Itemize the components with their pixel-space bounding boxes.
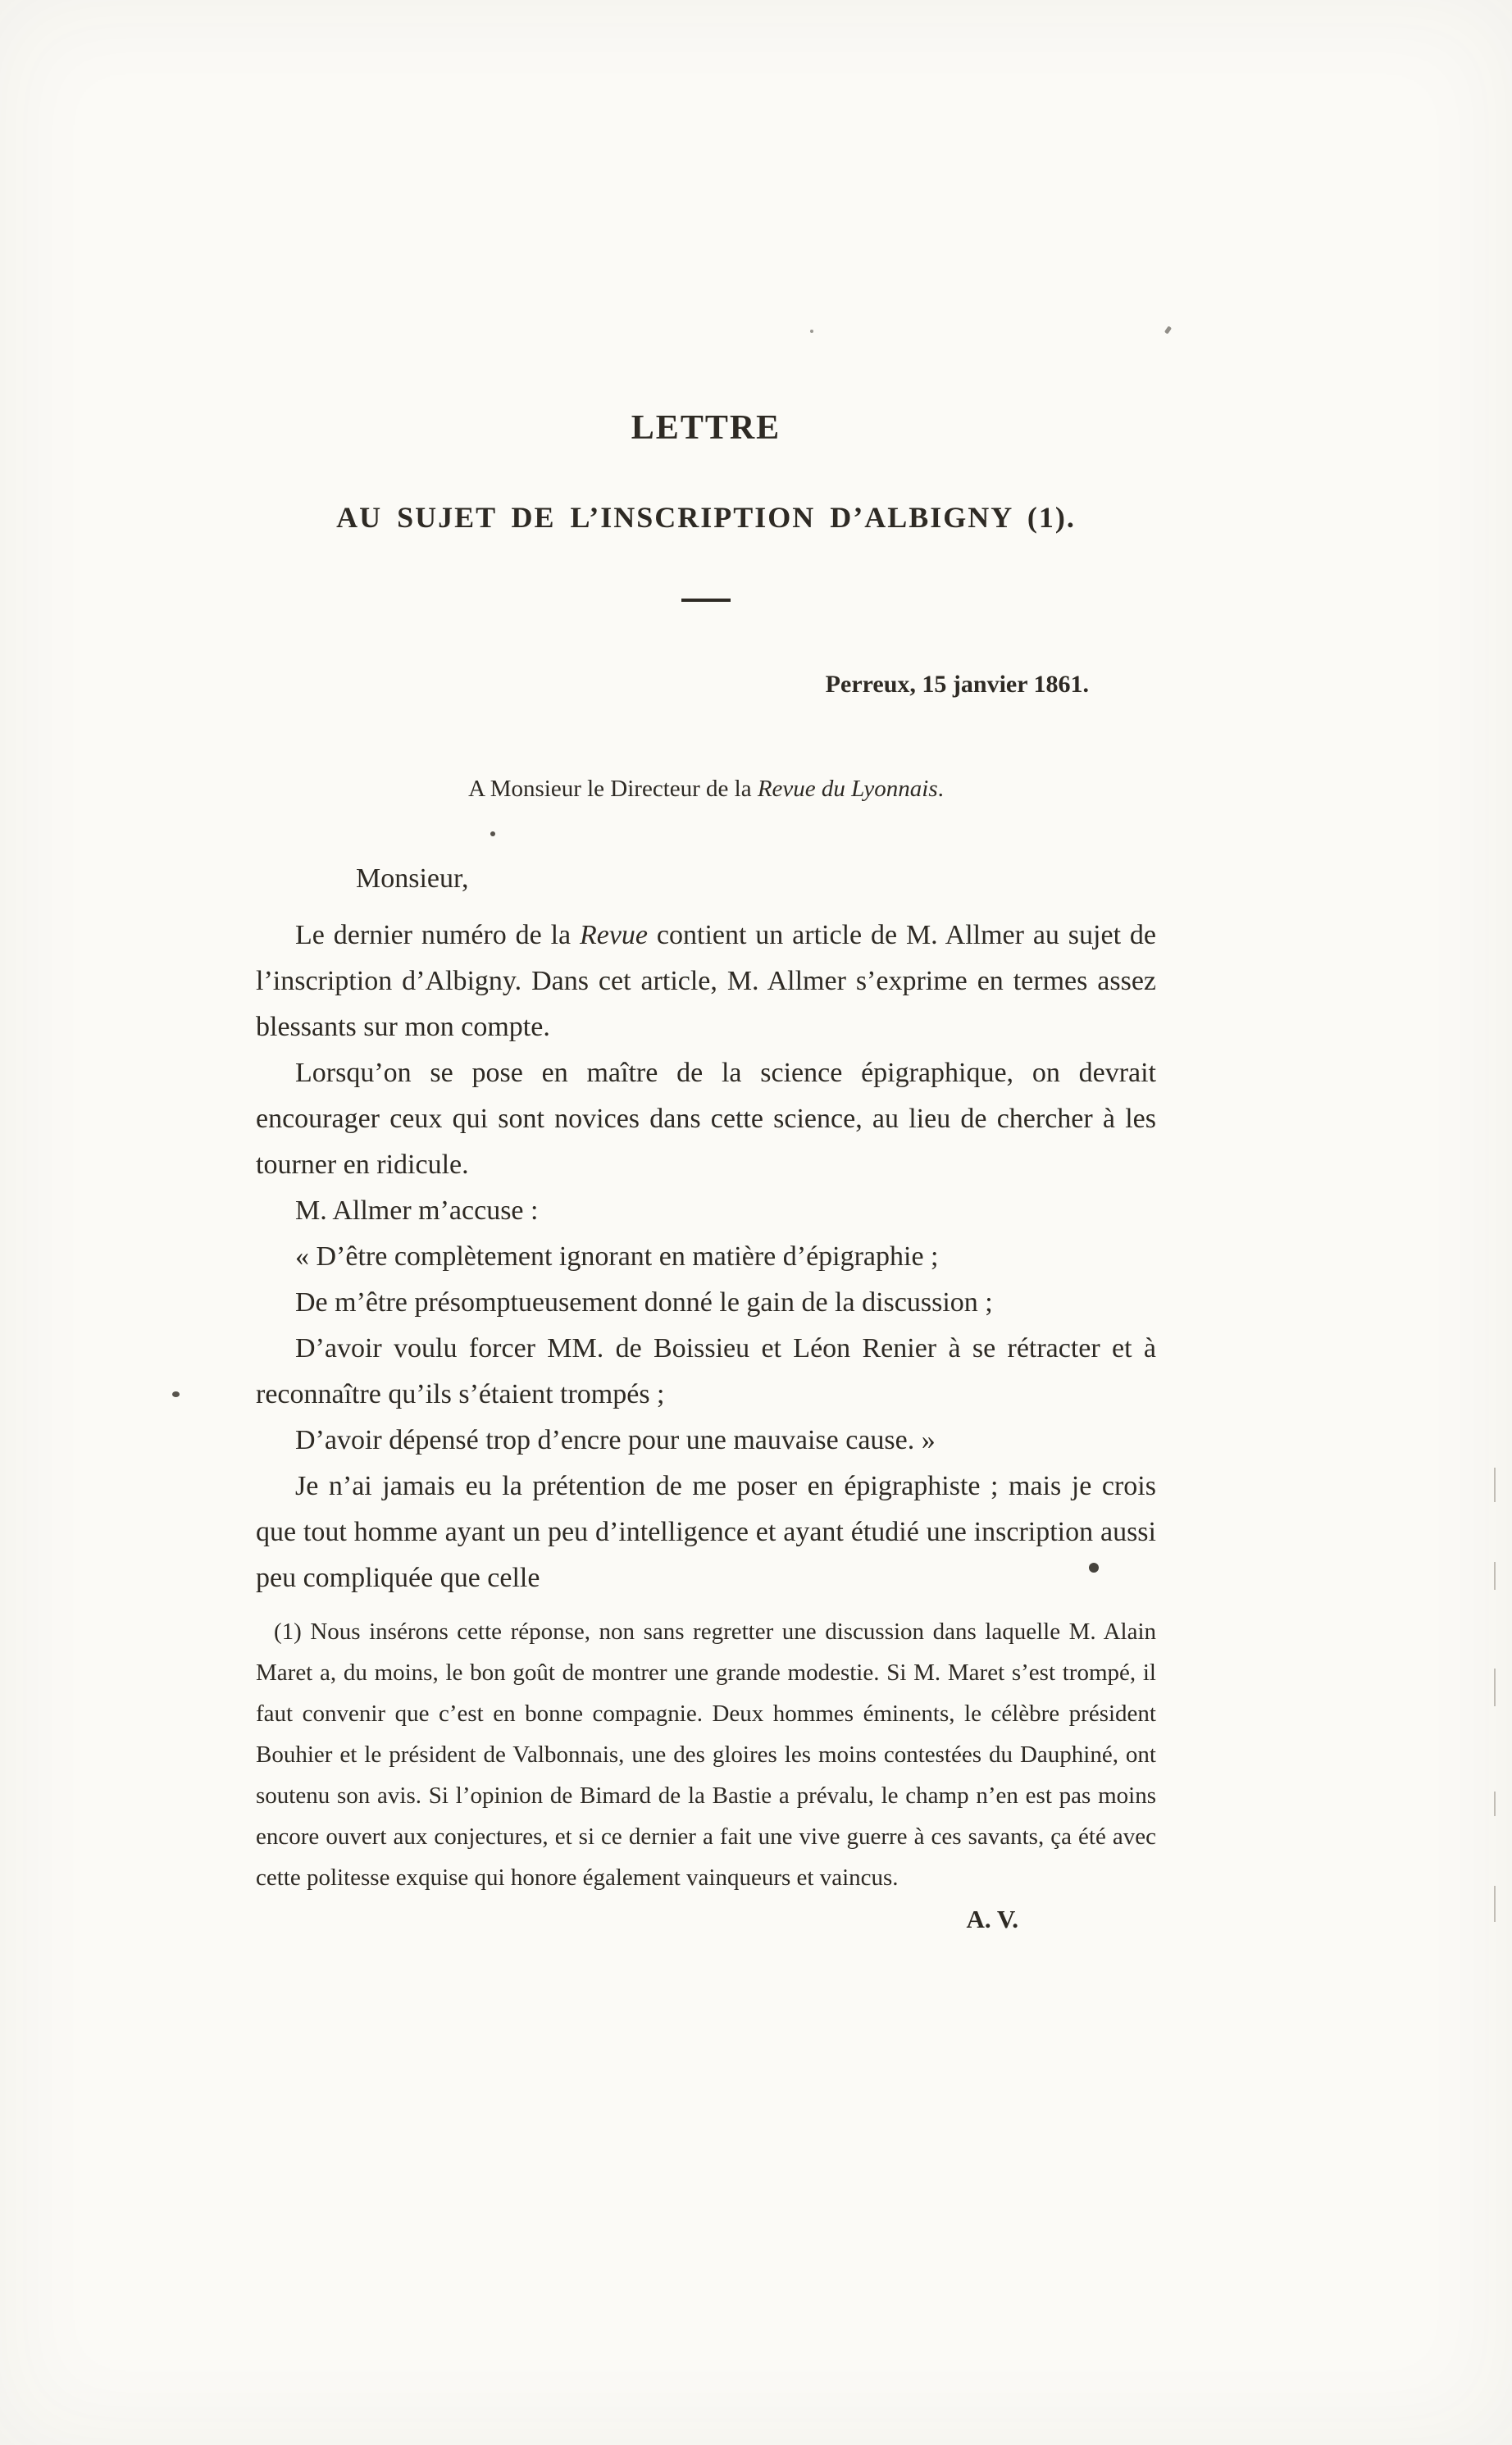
salutation: Monsieur, [356, 863, 469, 894]
divider-rule [681, 599, 731, 602]
text-run: Je n’ai jamais eu la prétention de me poser en épigraphiste ; mais je crois que tout homme ayant un peu d’intelligence et ayant étudié une inscription aussi peu compliquée que celle [256, 1471, 1156, 1593]
page-title: LETTRE [631, 409, 781, 447]
scan-edge-mark [1494, 1792, 1496, 1816]
footnote: (1) Nous insérons cette réponse, non sans regretter une discussion dans laquelle M. Alain Maret a, du moins, le bon goût de montrer une grande modestie. Si M. Maret s’est trompé, il faut convenir que c’est en bonne compagnie. Deux hommes éminents, le célèbre président Bouhier et le président de Valbonnais, une des gloires les moins contestées du Dauphiné, ont soutenu son avis. Si l’opinion de Bimard de la Bastie a prévalu, le champ n’en est pas moins encore ouvert aux conjectures, et si ce dernier a fait une vive guerre à ces savants, ça été avec cette politesse exquise qui honore également vainqueurs et vaincus. [256, 1619, 1156, 1891]
text-run: De m’être présomptueusement donné le gain de la discussion ; [295, 1287, 993, 1318]
italic-text-run: Revue [579, 920, 649, 950]
paragraph [256, 913, 1156, 1050]
text-run: D’avoir dépensé trop d’encre pour une mauvaise cause. » [295, 1425, 936, 1455]
paragraph [256, 1234, 1156, 1280]
ink-speck [490, 831, 495, 836]
italic-text-run: Revue du Lyonnais [757, 776, 938, 802]
ink-dot [1089, 1563, 1099, 1573]
signature: A. V. [966, 1905, 1018, 1933]
ink-speck [1164, 326, 1172, 334]
ink-speck [172, 1391, 180, 1397]
paragraph [256, 1188, 1156, 1234]
address-line [256, 776, 1156, 803]
text-run: Lorsqu’on se pose en maître de la science épigraphique, on devrait encourager ceux qui sont novices dans cette science, au lieu de chercher à les tourner en ridicule. [256, 1058, 1156, 1180]
paragraph [256, 1418, 1156, 1464]
paragraph [256, 1050, 1156, 1188]
dateline: Perreux, 15 janvier 1861. [825, 671, 1089, 698]
text-run: contient un article de M. Allmer au sujet de l’inscription d’Albigny. Dans cet article, M. Allmer s’exprime en termes assez blessants sur mon compte. [256, 920, 1156, 1042]
text-run: . [937, 776, 944, 802]
scan-edge-mark [1494, 1562, 1496, 1590]
scan-edge-mark [1494, 1886, 1496, 1922]
text-run: « D’être complètement ignorant en matière d’épigraphie ; [295, 1241, 939, 1272]
letter-content [256, 0, 1156, 1934]
text-run: A Monsieur le Directeur de la [468, 776, 758, 802]
text-run: D’avoir voulu forcer MM. de Boissieu et Léon Renier à se rétracter et à reconnaître qu’ils s’étaient trompés ; [256, 1333, 1156, 1409]
scan-edge-mark [1494, 1468, 1496, 1502]
scan-edge-mark [1494, 1669, 1496, 1706]
text-run: Le dernier numéro de la [295, 920, 580, 950]
ink-speck [810, 330, 813, 333]
body-paragraphs [256, 913, 1156, 1601]
paragraph [256, 1280, 1156, 1326]
paragraph [256, 1464, 1156, 1601]
page-subtitle: AU SUJET DE L’INSCRIPTION D’ALBIGNY (1). [336, 501, 1076, 534]
text-run: M. Allmer m’accuse : [295, 1195, 539, 1226]
paragraph [256, 1326, 1156, 1418]
